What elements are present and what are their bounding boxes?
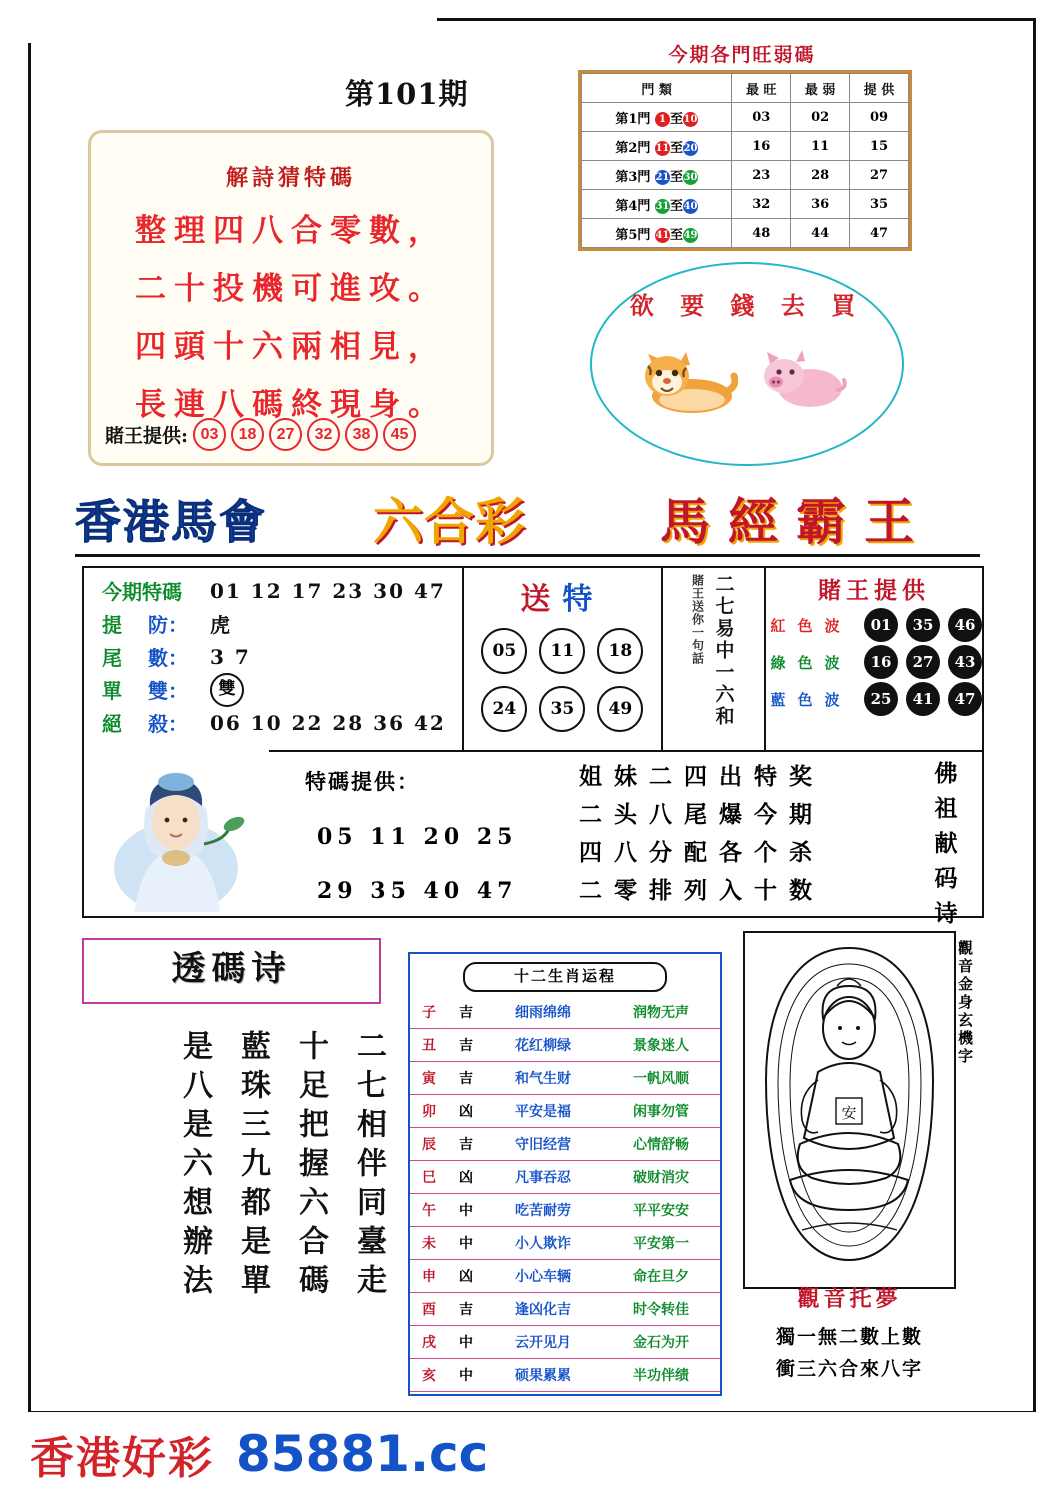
fozu-label: 佛祖献码诗 [934, 760, 958, 927]
zodiac-phrase-b: 半功伴绩 [602, 1359, 720, 1392]
tema-numbers [317, 810, 517, 918]
zodiac-table [410, 996, 720, 1392]
footer-brand: 香港好彩 [30, 1433, 214, 1484]
songte-ball: 05 [481, 628, 527, 674]
poem-line-2: 二十投機可進攻。 [135, 271, 447, 307]
info-key1: 尾 [102, 646, 122, 670]
title-banner [75, 480, 980, 562]
zuiruo-cell: 44 [791, 219, 850, 248]
guanyin-image [84, 748, 269, 916]
songte-ball: 18 [597, 628, 643, 674]
footer [0, 1412, 1063, 1496]
vertical-phrase-column [663, 568, 766, 750]
tigong-cell: 27 [850, 161, 909, 190]
info-row-danshuang [102, 673, 462, 706]
zodiac-phrase-a: 小心车辆 [484, 1260, 602, 1293]
col-men: 門 類 [582, 74, 732, 103]
fozu-poem-line: 二头八尾爆今期 [579, 801, 824, 828]
vertical-poem-line: 藍珠三九都是單 [235, 1030, 270, 1303]
table-row [410, 1359, 720, 1392]
songte-ball: 24 [481, 686, 527, 732]
men-cell: 第5門 41至49 [582, 219, 732, 248]
wave-ball: 41 [906, 682, 940, 716]
table-row [410, 1029, 720, 1062]
vertical-poem-line: 十足把握六合碼 [293, 1030, 328, 1303]
info-left-column [84, 568, 464, 750]
fozu-poem-line: 二零排列入十数 [579, 877, 824, 904]
poem-title: 解詩猜特碼 [225, 165, 356, 191]
tuomeng-title [742, 1282, 957, 1313]
zodiac-phrase-a: 细雨绵绵 [484, 996, 602, 1029]
table-row [410, 1293, 720, 1326]
toumashi-title: 透碼诗 [171, 949, 292, 989]
footer-url[interactable]: 85881.cc [236, 1425, 489, 1483]
range-start-ball: 11 [655, 142, 670, 154]
tema-number-line: 29 35 40 47 [317, 878, 518, 904]
zodiac-phrase-a: 逢凶化吉 [484, 1293, 602, 1326]
zuiwang-cell: 32 [732, 190, 791, 219]
zodiac-phrase-a: 平安是福 [484, 1095, 602, 1128]
zodiac-luck: 中 [448, 1326, 484, 1359]
zodiac-phrase-a: 和气生财 [484, 1062, 602, 1095]
wave-label: 紅色波 [770, 616, 852, 635]
vertical-small-text: 賭王送你一句話 [690, 574, 705, 665]
songte-column [464, 568, 663, 750]
zodiac-luck: 吉 [448, 1128, 484, 1161]
buddha-side-text: 觀音金身玄機字 [956, 940, 974, 1066]
info-value: 虎 [210, 613, 232, 637]
buddha-illustration [742, 930, 957, 1290]
range-end-ball: 40 [683, 200, 698, 212]
provider-number: 27 [269, 418, 302, 451]
wave-ball: 43 [948, 645, 982, 679]
table-row [582, 132, 909, 161]
range-start-ball: 31 [655, 200, 670, 212]
info-row-weishu [102, 640, 462, 673]
table-row [410, 1095, 720, 1128]
wave-row-green [766, 645, 982, 679]
zodiac-luck: 凶 [448, 1260, 484, 1293]
table-row [410, 1260, 720, 1293]
zodiac-luck: 凶 [448, 1161, 484, 1194]
guanyin-illustration [84, 748, 269, 912]
range-end-ball: 30 [683, 171, 698, 183]
zodiac-phrase-b: 平安第一 [602, 1227, 720, 1260]
poem-line-3: 四頭十六兩相見， [135, 329, 447, 365]
zodiac-title: 十二生肖运程 [463, 962, 667, 992]
songte-ball: 49 [597, 686, 643, 732]
songte-ball-grid [464, 628, 661, 732]
buddha-center-char: 安 [841, 1104, 857, 1122]
info-key1: 今期特碼 [102, 580, 182, 604]
corner-cutout [25, 15, 437, 43]
wangruo-table [581, 73, 909, 248]
songte-ball: 11 [539, 628, 585, 674]
wave-ball: 35 [906, 608, 940, 642]
zodiac-phrase-b: 命在旦夕 [602, 1260, 720, 1293]
wave-ball: 27 [906, 645, 940, 679]
zodiac-panel [408, 952, 722, 1396]
poem-line-4: 長連八碼終現身。 [135, 387, 447, 423]
col-tigong: 提 供 [850, 74, 909, 103]
duwang-column [766, 568, 982, 750]
zodiac-phrase-b: 一帆风顺 [602, 1062, 720, 1095]
col-zuiruo: 最 弱 [791, 74, 850, 103]
zuiruo-cell: 28 [791, 161, 850, 190]
zodiac-sign: 卯 [410, 1095, 448, 1128]
table-row [410, 1161, 720, 1194]
banner-underline [75, 554, 980, 557]
zodiac-phrase-a: 硕果累累 [484, 1359, 602, 1392]
vertical-big-text: 二七易中一六和 [712, 574, 735, 728]
banner-mid-text: 六合彩 [373, 492, 526, 551]
pig-icon [760, 348, 848, 412]
top-rule [437, 18, 1030, 21]
poem-line-1: 整理四八合零數， [135, 213, 447, 249]
wave-ball: 46 [948, 608, 982, 642]
info-key2: 殺： [148, 712, 188, 736]
table-row [410, 1227, 720, 1260]
info-value: 3 7 [210, 644, 251, 669]
songte-ball: 35 [539, 686, 585, 732]
table-row [582, 190, 909, 219]
tigong-cell: 47 [850, 219, 909, 248]
tema-number-line: 05 11 20 25 [317, 824, 518, 850]
fozu-poem-line: 姐妹二四出特奖 [579, 763, 824, 790]
fozu-poem-line: 四八分配各个杀 [579, 839, 824, 866]
buddha-line-2: 衝三六合來八字 [775, 1358, 923, 1380]
info-value-circled: 雙 [210, 673, 244, 707]
zodiac-luck: 中 [448, 1227, 484, 1260]
info-row-tifang [102, 607, 462, 640]
zodiac-sign: 亥 [410, 1359, 448, 1392]
men-cell: 第2門 11至20 [582, 132, 732, 161]
tigong-cell: 35 [850, 190, 909, 219]
issue-number: 第101期 [345, 77, 469, 111]
duwang-title: 賭王提供 [818, 577, 930, 604]
wave-row-red [766, 608, 982, 642]
tiger-icon [634, 342, 738, 416]
vertical-poem-area [60, 1030, 390, 1390]
table-row [410, 1194, 720, 1227]
table-row [582, 103, 909, 132]
zuiwang-cell: 23 [732, 161, 791, 190]
songte-title [464, 574, 661, 618]
info-key2: 數： [148, 646, 188, 670]
provider-number: 18 [231, 418, 264, 451]
zodiac-luck: 中 [448, 1194, 484, 1227]
zodiac-luck: 凶 [448, 1095, 484, 1128]
table-row [410, 1062, 720, 1095]
provider-number: 45 [383, 418, 416, 451]
info-key2: 防： [148, 613, 188, 637]
zodiac-sign: 申 [410, 1260, 448, 1293]
zuiwang-cell: 03 [732, 103, 791, 132]
zodiac-phrase-b: 润物无声 [602, 996, 720, 1029]
table-row [410, 1128, 720, 1161]
zodiac-sign: 戌 [410, 1326, 448, 1359]
table-row [410, 1326, 720, 1359]
info-key1: 絕 [102, 712, 122, 736]
zodiac-luck: 吉 [448, 1029, 484, 1062]
table-row [582, 161, 909, 190]
zuiwang-cell: 48 [732, 219, 791, 248]
wave-row-blue [766, 682, 982, 716]
vertical-poem-line: 是八是六想辦法 [177, 1030, 212, 1303]
men-cell: 第4門 31至40 [582, 190, 732, 219]
buddha-line-1: 獨一無二數上數 [775, 1326, 923, 1348]
wave-ball: 16 [864, 645, 898, 679]
buddha-panel [742, 930, 972, 1392]
wave-ball: 25 [864, 682, 898, 716]
zodiac-sign: 子 [410, 996, 448, 1029]
zodiac-phrase-b: 闲事勿管 [602, 1095, 720, 1128]
info-row-tema [102, 574, 462, 607]
zodiac-sign: 寅 [410, 1062, 448, 1095]
col-zuiwang: 最 旺 [732, 74, 791, 103]
table-header-row [582, 74, 909, 103]
info-row-juesha [102, 706, 462, 739]
info-panel [82, 566, 984, 752]
zodiac-luck: 吉 [448, 1062, 484, 1095]
info-value: 01 12 17 23 30 47 [210, 578, 446, 603]
zodiac-phrase-b: 金石为开 [602, 1326, 720, 1359]
tigong-cell: 09 [850, 103, 909, 132]
zodiac-phrase-a: 吃苦耐劳 [484, 1194, 602, 1227]
zodiac-sign: 辰 [410, 1128, 448, 1161]
zodiac-sign: 酉 [410, 1293, 448, 1326]
range-start-ball: 41 [655, 229, 670, 241]
poem-provider [105, 418, 416, 451]
tuomeng-title-text: 觀音托夢 [797, 1286, 902, 1312]
range-start-ball: 1 [655, 112, 670, 127]
zodiac-luck: 吉 [448, 996, 484, 1029]
zodiac-luck: 吉 [448, 1293, 484, 1326]
men-cell: 第1門 1 至10 [582, 103, 732, 132]
wangruo-table-box [578, 70, 912, 251]
zodiac-phrase-b: 时令转佳 [602, 1293, 720, 1326]
tigong-cell: 15 [850, 132, 909, 161]
zodiac-phrase-a: 凡事吞忍 [484, 1161, 602, 1194]
wave-ball: 01 [864, 608, 898, 642]
zodiac-phrase-b: 景象迷人 [602, 1029, 720, 1062]
toumashi-box [82, 938, 381, 1004]
provider-number: 03 [193, 418, 226, 451]
table-row [410, 996, 720, 1029]
zuiruo-cell: 02 [791, 103, 850, 132]
zodiac-phrase-b: 平平安安 [602, 1194, 720, 1227]
tema-title: 特碼提供： [305, 769, 420, 794]
zodiac-sign: 午 [410, 1194, 448, 1227]
cartoon-oval [590, 262, 904, 466]
range-start-ball: 21 [655, 171, 670, 183]
zodiac-phrase-a: 守旧经营 [484, 1128, 602, 1161]
range-end-ball: 20 [683, 142, 698, 154]
banner-right-text: 馬經霸王 [660, 492, 932, 551]
poem-provider-label: 賭王提供: [105, 425, 189, 447]
range-end-ball: 10 [683, 113, 698, 125]
wave-label: 藍色波 [770, 690, 852, 709]
info-key1: 單 [102, 679, 122, 703]
zuiwang-cell: 16 [732, 132, 791, 161]
zodiac-phrase-b: 破财消灾 [602, 1161, 720, 1194]
vertical-poem-line: 二七相伴同臺走 [351, 1030, 386, 1303]
zodiac-sign: 丑 [410, 1029, 448, 1062]
poem-box [88, 130, 494, 466]
left-rule [28, 44, 31, 1408]
zodiac-phrase-a: 云开见月 [484, 1326, 602, 1359]
fozu-poem [579, 758, 824, 910]
banner-left-text: 香港馬會 [75, 495, 267, 549]
zodiac-phrase-a: 花红柳绿 [484, 1029, 602, 1062]
wave-label: 綠色波 [770, 653, 852, 672]
oval-slogan: 欲 要 錢 去 買 [629, 291, 865, 320]
provider-number: 32 [307, 418, 340, 451]
info-key2: 雙： [148, 679, 188, 703]
songte-char-2: 特 [562, 582, 605, 617]
zodiac-luck: 中 [448, 1359, 484, 1392]
table-row [582, 219, 909, 248]
tema-panel [82, 748, 984, 927]
zuiruo-cell: 11 [791, 132, 850, 161]
zuiruo-cell: 36 [791, 190, 850, 219]
tema-content [269, 748, 982, 927]
wangruo-title: 今期各門旺弱碼 [668, 44, 816, 66]
zodiac-sign: 巳 [410, 1161, 448, 1194]
range-end-ball: 49 [683, 229, 698, 241]
info-key1: 提 [102, 613, 122, 637]
wave-ball: 47 [948, 682, 982, 716]
zodiac-phrase-b: 心情舒畅 [602, 1128, 720, 1161]
zodiac-sign: 未 [410, 1227, 448, 1260]
provider-number: 38 [345, 418, 378, 451]
info-value: 06 10 22 28 36 42 [210, 710, 446, 735]
men-cell: 第3門 21至30 [582, 161, 732, 190]
songte-char-1: 送 [520, 582, 563, 617]
zodiac-phrase-a: 小人欺诈 [484, 1227, 602, 1260]
